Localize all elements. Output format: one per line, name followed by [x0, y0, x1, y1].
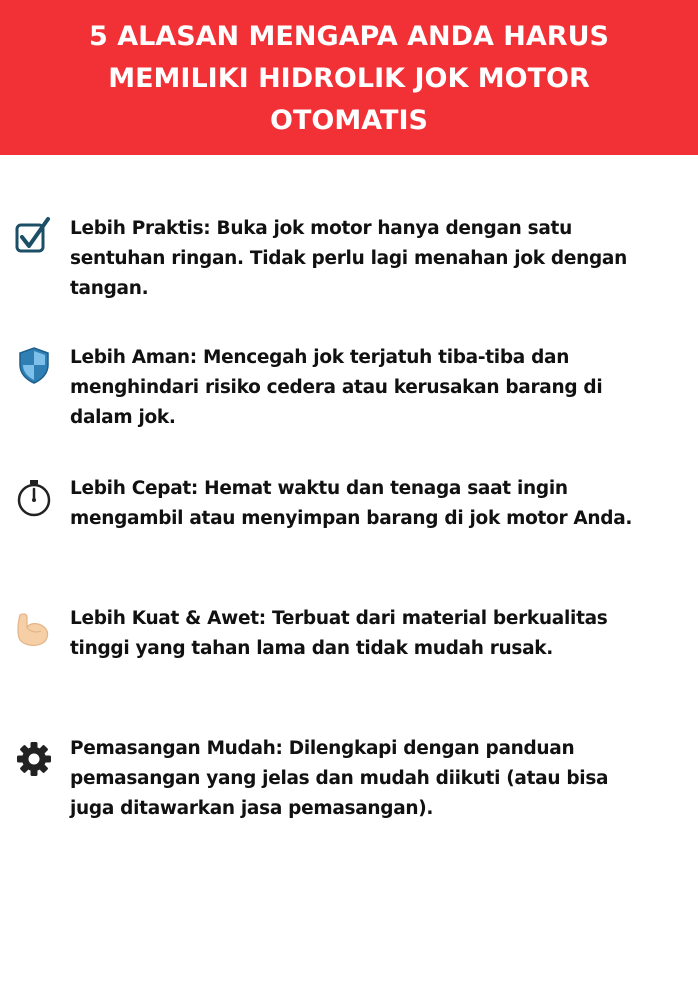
gear-icon	[14, 739, 54, 779]
list-item-text: Lebih Aman: Mencegah jok terjatuh tiba-tiba dan menghindari risiko cedera atau kerusakan barang di dalam jok.	[70, 347, 603, 428]
flexed-biceps-icon	[14, 610, 54, 650]
header-banner	[0, 0, 698, 155]
list-item-text: Lebih Praktis: Buka jok motor hanya dengan satu sentuhan ringan. Tidak perlu lagi menahan jok dengan tangan.	[70, 218, 627, 299]
check-box-icon	[14, 216, 54, 256]
page-title: 5 ALASAN MENGAPA ANDA HARUS MEMILIKI HIDROLIK JOK MOTOR OTOMATIS	[89, 20, 609, 136]
stopwatch-icon	[14, 478, 54, 518]
list-item-text: Lebih Kuat & Awet: Terbuat dari material berkualitas tinggi yang tahan lama dan tidak mudah rusak.	[70, 608, 608, 659]
list-item-text: Lebih Cepat: Hemat waktu dan tenaga saat ingin mengambil atau menyimpan barang di jok motor Anda.	[70, 478, 633, 529]
list-item-text: Pemasangan Mudah: Dilengkapi dengan panduan pemasangan yang jelas dan mudah diikuti (atau bisa juga ditawarkan jasa pemasangan).	[70, 738, 609, 819]
shield-icon	[14, 345, 54, 385]
